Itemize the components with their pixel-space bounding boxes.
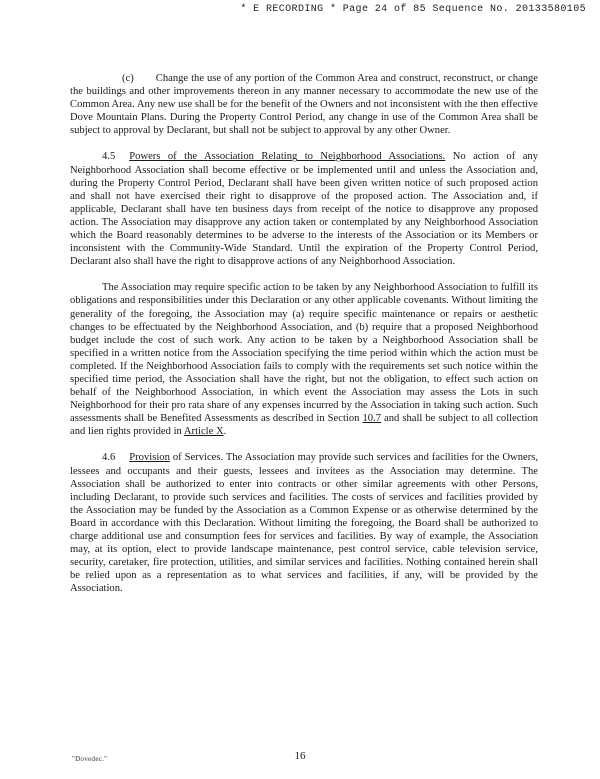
section-4-5-title: Powers of the Association Relating to Neighborhood Associations. — [129, 151, 446, 163]
article-reference: Article X — [183, 426, 224, 438]
paragraph-c-text: Change the use of any portion of the Common Area and construct, reconstruct, or change the buildings and other improvements thereon in any manner necessary to accommodate the new use of the Common Area. Any new use shall be for the benefit of the Owners and not inconsistent with the then effective Dove Mountain Plans. During the Property Control Period, any change in use of the Common Area shall be subject to approval by Declarant, but shall not be subject to approval by any other Owner. — [70, 73, 538, 137]
section-4-5-text: No action of any Neighborhood Association shall become effective or be implemented until and unless the Association and, during the Property Control Period, Declarant shall have been given written notice of such proposed action and shall not have exercised their right to disapprove of the proposed action. The Association and, if applicable, Declarant shall have ten business days from receipt of the notice to disapprove any proposed action. The Association may disapprove any action taken or contemplated by any Neighborhood Association which the Board reasonably determines to be adverse to the interests of the Association or its Members or inconsistent with the Community-Wide Standard. Until the expiration of the Property Control Period, Declarant also shall have the right to disapprove actions of any Neighborhood Association. — [70, 151, 538, 268]
section-4-6-text: The Association may provide such services and facilities for the Owners, lessees and occupants and their guests, lessees and invitees as the Association may determine. The Association shall be authorized to enter into contracts or other similar agreements with other Persons, including Declarant, to provide such services and facilities. The costs of services and facilities provided by the Association may be funded by the Association as a Common Expense or as otherwise determined by the Board in accordance with this Declaration. Without limiting the foregoing, the Board shall be authorized to charge additional use and consumption fees for services and facilities. By way of example, the Association may, at its option, elect to provide landscape maintenance, pest control service, cable television service, security, caretaker, fire protection, utilities, and similar services and facilities. Nothing contained herein shall be relied upon as a representation as to what services and facilities, if any, will be provided by the Association. — [70, 452, 538, 595]
document-body — [70, 72, 538, 595]
section-4-6-title: Provision — [129, 452, 170, 464]
association-action-paragraph — [70, 281, 538, 438]
section-4-6-number: 4.6 — [102, 452, 116, 464]
recording-header: * E RECORDING * Page 24 of 85 Sequence No. 20133580105 — [240, 4, 586, 15]
paragraph-c — [70, 72, 538, 137]
association-action-text-end: . — [223, 426, 227, 438]
section-4-6 — [70, 451, 538, 595]
association-action-text-middle: and shall be subject to all collection and lien rights provided in — [70, 413, 538, 438]
footer-document-code: "Dovedec." — [72, 755, 108, 763]
section-4-5-number: 4.5 — [102, 151, 116, 163]
section-4-6-title-rest: of Services. — [172, 452, 224, 464]
association-action-text: The Association may require specific action to be taken by any Neighborhood Association to fulfill its obligations and responsibilities under this Declaration or any other applicable covenants. Without limiting the generality of the foregoing, the Association may (a) require specific maintenance or repairs or aesthetic changes to be effectuated by the Neighborhood Association, and (b) require that a proposed Neighborhood budget include the cost of such work. Any action to be taken by a Neighborhood Association shall be specified in a written notice from the Association specifying the time period within which the action must be completed. If the Neighborhood Association fails to comply with the requirements set such notice within the specified time period, the Association shall have the right, but not the obligation, to effect such action on behalf of the Neighborhood Association, in which event the Association may assess the Lots in such Neighborhood for their pro rata share of any expenses incurred by the Association in taking such action. Such assessments shall be Benefited Assessments as described in Section — [70, 282, 538, 425]
paragraph-c-label: (c) — [122, 73, 134, 84]
page-number: 16 — [294, 750, 306, 762]
section-4-5 — [70, 150, 538, 268]
section-reference: 10.7 — [362, 413, 382, 425]
